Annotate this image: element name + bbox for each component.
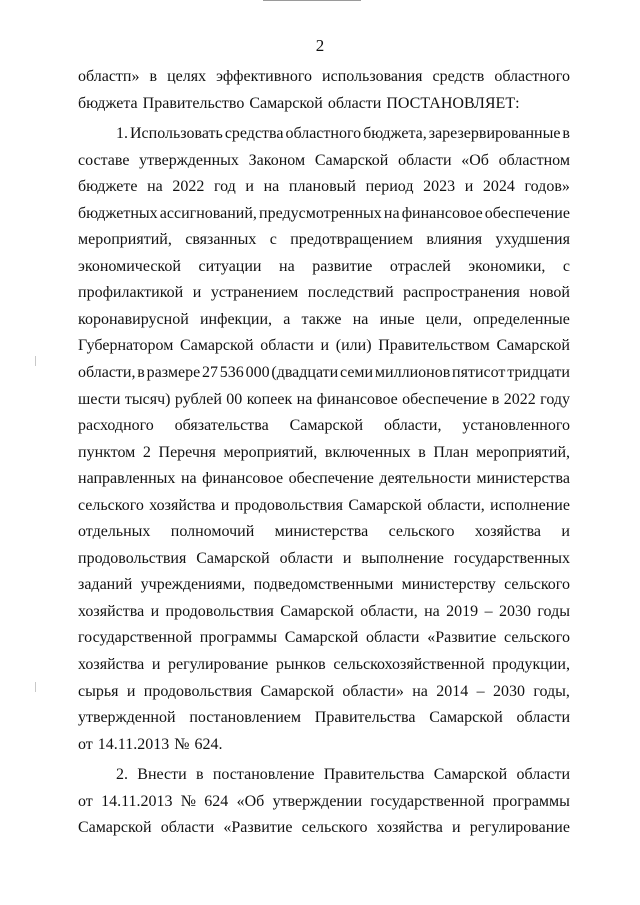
word: году — [540, 390, 570, 408]
word: пятисот — [452, 364, 506, 382]
word: связанных — [185, 231, 257, 249]
paragraph-2 — [78, 121, 570, 758]
word: период — [365, 178, 414, 196]
word: сельского — [388, 523, 455, 541]
word: Законом — [248, 151, 306, 169]
word: полномочий — [170, 523, 255, 541]
word: Самарской — [433, 766, 508, 784]
word: ухудшения — [495, 231, 570, 249]
word: области — [327, 94, 382, 112]
word: предотвращением — [290, 231, 414, 249]
word: области — [365, 629, 420, 647]
word: в — [562, 125, 570, 143]
word: и — [245, 178, 254, 196]
word: с — [269, 231, 277, 249]
word: Использовать — [129, 125, 223, 143]
text-line — [78, 762, 570, 789]
text-line — [78, 64, 570, 91]
word: Внести — [137, 766, 187, 784]
word: в — [491, 390, 500, 408]
word: утверждении — [272, 792, 363, 810]
word: и — [561, 523, 570, 541]
word: 000 — [245, 364, 270, 382]
word: размере — [146, 364, 201, 382]
word: Самарской — [289, 417, 364, 435]
word: зарезервированные — [428, 125, 561, 143]
word: использования — [322, 68, 423, 85]
word: области — [516, 766, 570, 784]
word: на — [147, 178, 163, 196]
word: (двадцати — [271, 364, 339, 382]
word: и — [464, 178, 474, 196]
word: 1. — [116, 125, 128, 143]
word: области, — [383, 417, 442, 435]
word: 2014 — [436, 682, 469, 700]
word: – — [484, 602, 493, 620]
word: от — [78, 735, 93, 753]
word: и — [342, 549, 352, 567]
word: «Развитие — [223, 819, 293, 837]
word: определенные — [473, 310, 570, 328]
word: мероприятий, — [476, 443, 570, 461]
word: годов» — [524, 178, 570, 196]
word: и — [452, 819, 461, 837]
word: отраслей — [389, 257, 451, 275]
word: ПОСТАНОВЛЯЕТ: — [386, 94, 520, 112]
word: плановый — [288, 178, 356, 196]
text-line — [78, 360, 570, 387]
word: области — [398, 151, 452, 169]
text-line — [78, 789, 570, 816]
word: экономической — [78, 257, 181, 275]
text-line — [78, 227, 570, 254]
text-line — [78, 599, 570, 626]
word: 2030 — [492, 682, 525, 700]
word: продовольствия — [143, 682, 253, 700]
text-line — [78, 815, 570, 842]
text-line — [78, 732, 570, 759]
text-line — [78, 413, 570, 440]
word: копеек — [246, 390, 293, 408]
word: на — [296, 390, 313, 408]
text-line — [78, 625, 570, 652]
text-line — [78, 705, 570, 732]
word: – — [476, 682, 485, 700]
word: подведомственными — [253, 576, 394, 594]
word: устранением — [210, 284, 299, 302]
word: Самарской — [280, 602, 354, 620]
word: новой — [529, 284, 570, 302]
word: сельского — [301, 819, 368, 837]
word: области, — [427, 496, 485, 514]
word: государственной — [78, 629, 193, 647]
page-number: 2 — [315, 36, 325, 55]
word: План — [433, 443, 469, 461]
word: годы — [537, 602, 570, 620]
word: области — [260, 337, 314, 355]
word: от — [78, 792, 93, 810]
word: министерства — [476, 470, 570, 488]
word: ситуации — [198, 257, 262, 275]
text-line — [78, 254, 570, 281]
word: Самарской — [249, 94, 323, 112]
word: а — [283, 310, 291, 328]
word: областного — [494, 68, 570, 85]
word: продовольствия — [165, 602, 274, 620]
word: коронавирусной — [78, 310, 189, 328]
word: в — [149, 68, 158, 85]
word: направленных — [78, 470, 176, 488]
text-line — [78, 466, 570, 493]
word: на — [352, 310, 369, 328]
word: расходного — [78, 417, 154, 435]
word: Правительство — [142, 94, 245, 112]
word: утвержденных — [139, 151, 239, 169]
word: регулирование — [168, 656, 269, 674]
word: хозяйства — [376, 819, 443, 837]
word: сельского — [504, 576, 570, 594]
text-line — [78, 572, 570, 599]
word: «Об — [461, 151, 489, 169]
text-line — [78, 546, 570, 573]
text-line — [78, 121, 570, 148]
word: эффективного — [216, 68, 313, 85]
word: 536 — [219, 364, 244, 382]
word: Правительством — [378, 337, 490, 355]
word: также — [301, 310, 342, 328]
word: Самарской — [496, 337, 570, 355]
word: хозяйства — [474, 523, 542, 541]
text-line — [78, 519, 570, 546]
word: бюджетных — [78, 204, 158, 222]
text-line — [78, 387, 570, 414]
text-line — [78, 440, 570, 467]
word: Губернатором — [78, 337, 174, 355]
word: в — [418, 443, 426, 461]
word: области, — [360, 602, 418, 620]
word: экономики, — [468, 257, 546, 275]
word: программы — [492, 792, 570, 810]
word: области — [160, 819, 215, 837]
word: регулирование — [469, 819, 570, 837]
word: и — [151, 656, 161, 674]
word: сельскохозяйственной — [333, 656, 485, 674]
left-scan-mark — [35, 356, 36, 366]
word: 00 — [226, 390, 243, 408]
word: постановлением — [189, 709, 302, 727]
word: № — [180, 792, 197, 810]
word: сельского — [78, 496, 144, 514]
word: на — [263, 178, 280, 196]
word: пунктом — [78, 443, 136, 461]
word: год — [213, 178, 236, 196]
text-line — [78, 307, 570, 334]
word: Самарской — [260, 682, 334, 700]
word: средств — [432, 68, 485, 85]
word: рынков — [275, 656, 326, 674]
word: на — [180, 470, 197, 488]
word: распространения — [403, 284, 520, 302]
word: утвержденной — [78, 709, 176, 727]
word: областп» — [78, 68, 140, 85]
word: тридцати — [507, 364, 570, 382]
word: цели, — [425, 310, 462, 328]
word: на — [279, 257, 295, 275]
word: области» — [342, 682, 404, 700]
word: 624 — [204, 792, 229, 810]
word: 624. — [194, 735, 223, 753]
word: хозяйства — [78, 656, 145, 674]
word: ассигнований, — [159, 204, 257, 222]
word: Правительства — [323, 766, 425, 784]
word: тысяч) — [124, 390, 171, 408]
word: министерства — [274, 523, 369, 541]
word: и — [126, 682, 136, 700]
word: финансовое — [401, 204, 483, 222]
word: миллионов — [374, 364, 451, 382]
word: 2024 — [482, 178, 515, 196]
word: учреждениями, — [140, 576, 246, 594]
paragraph-1 — [78, 64, 570, 117]
word: включенных — [324, 443, 411, 461]
document-body — [78, 64, 570, 842]
word: Самарской — [429, 709, 503, 727]
word: 27 — [201, 364, 218, 382]
word: годы, — [533, 682, 570, 700]
word: обеспечение — [402, 390, 488, 408]
word: финансовое — [316, 390, 398, 408]
word: Правительства — [314, 709, 416, 727]
word: мероприятий, — [223, 443, 318, 461]
word: на — [424, 602, 440, 620]
word: влияния — [426, 231, 483, 249]
word: и — [320, 337, 330, 355]
word: 2023 — [423, 178, 456, 196]
word: в — [195, 766, 204, 784]
text-line — [78, 493, 570, 520]
text-line — [78, 679, 570, 706]
word: продукции, — [492, 656, 570, 674]
word: государственной — [370, 792, 485, 810]
text-line — [78, 148, 570, 175]
word: с — [562, 257, 570, 275]
word: бюджета, — [363, 125, 427, 143]
word: отдельных — [78, 523, 151, 541]
word: продовольствия — [234, 496, 343, 514]
word: Перечня — [158, 443, 216, 461]
word: Самарской — [78, 819, 152, 837]
word: «Об — [236, 792, 265, 810]
word: Самарской — [314, 151, 389, 169]
word: обеспечение — [288, 470, 374, 488]
word: деятельности — [379, 470, 471, 488]
text-line — [78, 174, 570, 201]
word: обеспечение — [484, 204, 570, 222]
text-line — [78, 652, 570, 679]
word: Самарской — [196, 549, 270, 567]
word: хозяйства — [149, 496, 216, 514]
word: «Развитие — [427, 629, 497, 647]
word: 2022 — [503, 390, 536, 408]
word: на — [383, 204, 400, 222]
word: и — [192, 284, 202, 302]
word: Самарской — [180, 337, 254, 355]
word: Самарской — [348, 496, 422, 514]
word: шести — [78, 390, 121, 408]
top-scan-rule — [263, 0, 361, 1]
word: № — [174, 735, 190, 753]
word: обязательства — [174, 417, 269, 435]
word: 14.11.2013 — [101, 792, 173, 810]
word: развитие — [312, 257, 373, 275]
word: в — [137, 364, 145, 382]
word: бюджете — [78, 178, 138, 196]
word: исполнение — [490, 496, 570, 514]
word: 2022 — [172, 178, 205, 196]
word: программы — [199, 629, 277, 647]
word: рублей — [174, 390, 222, 408]
word: целях — [167, 68, 207, 85]
left-scan-mark — [35, 682, 36, 692]
word: составе — [78, 151, 130, 169]
text-line — [78, 201, 570, 228]
word: бюджета — [78, 94, 138, 112]
word: государственных — [453, 549, 570, 567]
word: профилактикой — [78, 284, 184, 302]
word: инфекции, — [199, 310, 273, 328]
word: хозяйства — [78, 602, 145, 620]
word: 2019 — [446, 602, 479, 620]
word: иные — [379, 310, 415, 328]
word: 2. — [116, 766, 128, 784]
word: сельского — [504, 629, 570, 647]
word: мероприятий, — [78, 231, 172, 249]
text-line — [78, 280, 570, 307]
word: сырья — [78, 682, 119, 700]
word: выполнение — [361, 549, 444, 567]
word: области, — [78, 364, 136, 382]
word: семи — [340, 364, 374, 382]
word: последствий — [307, 284, 394, 302]
word: средства — [224, 125, 284, 143]
word: установленного — [462, 417, 570, 435]
word: Самарской — [284, 629, 359, 647]
word: продовольствия — [78, 549, 187, 567]
word: постановление — [212, 766, 315, 784]
word: областного — [285, 125, 362, 143]
word: на — [412, 682, 428, 700]
word: финансовое — [202, 470, 284, 488]
paragraph-3 — [78, 762, 570, 842]
word: заданий — [78, 576, 133, 594]
word: области — [516, 709, 570, 727]
word: 2 — [142, 443, 151, 461]
word: предусмотренных — [259, 204, 382, 222]
text-line — [78, 333, 570, 360]
word: (или) — [335, 337, 372, 355]
word: 14.11.2013 — [97, 735, 170, 753]
word: и — [150, 602, 160, 620]
text-line — [78, 91, 570, 118]
word: 2030 — [498, 602, 531, 620]
word: областном — [498, 151, 570, 169]
word: и — [220, 496, 230, 514]
word: министерству — [401, 576, 496, 594]
word: области — [279, 549, 334, 567]
